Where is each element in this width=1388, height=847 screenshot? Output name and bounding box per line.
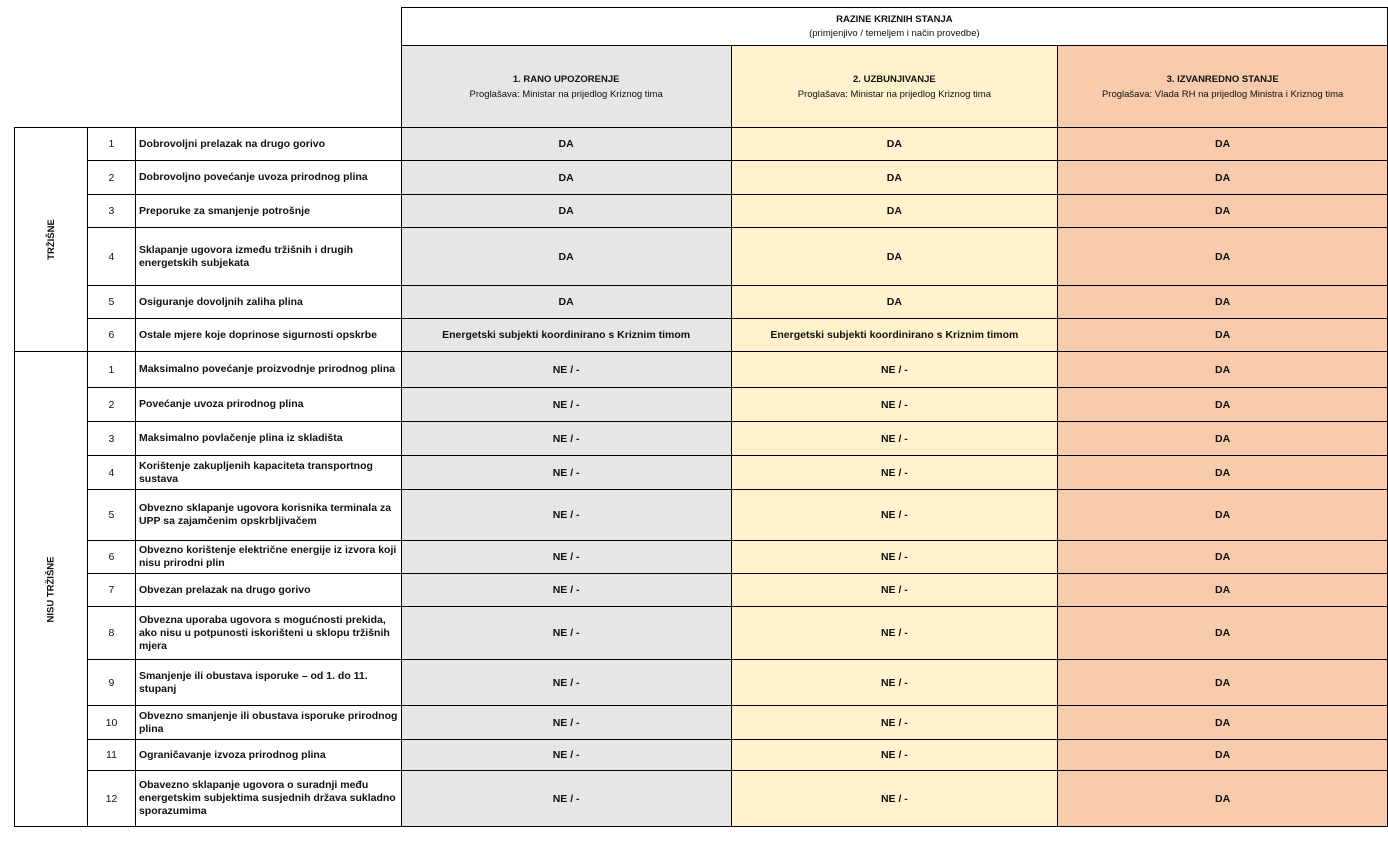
table-row [15, 422, 1388, 456]
level-2-value: NE / - [731, 574, 1058, 607]
row-number: 5 [87, 490, 135, 541]
level-header-2: 2. UZBUNJIVANJE Proglašava: Ministar na prijedlog Kriznog tima [731, 46, 1058, 128]
table-row [15, 195, 1388, 228]
level-1-value: NE / - [401, 740, 731, 771]
level-3-value: DA [1058, 490, 1388, 541]
level-2-value: DA [731, 161, 1058, 195]
measure-name: Maksimalno povlačenje plina iz skladišta [135, 422, 401, 456]
level-2-value: DA [731, 228, 1058, 286]
row-number: 7 [87, 574, 135, 607]
level-2-value: NE / - [731, 660, 1058, 706]
level-1-value: NE / - [401, 352, 731, 388]
level-3-value: DA [1058, 319, 1388, 352]
table-row [15, 541, 1388, 574]
level-1-value: DA [401, 161, 731, 195]
table-row [15, 128, 1388, 161]
measure-name: Obavezno sklapanje ugovora o suradnji među energetskim subjektima susjednih država sukladno sporazumima [135, 771, 401, 827]
level-2-value: NE / - [731, 456, 1058, 490]
table-row [15, 740, 1388, 771]
level-1-value: DA [401, 195, 731, 228]
level-1-value: NE / - [401, 706, 731, 740]
crisis-levels-table [14, 7, 1388, 827]
level-2-value: DA [731, 195, 1058, 228]
table-row [15, 319, 1388, 352]
measure-name: Osiguranje dovoljnih zaliha plina [135, 286, 401, 319]
group-label: TRŽIŠNE [15, 128, 88, 352]
table-row [15, 574, 1388, 607]
level-3-value: DA [1058, 771, 1388, 827]
table-row [15, 388, 1388, 422]
level-2-value: NE / - [731, 706, 1058, 740]
level-2-value: NE / - [731, 771, 1058, 827]
row-number: 2 [87, 388, 135, 422]
level-3-value: DA [1058, 128, 1388, 161]
level-3-value: DA [1058, 607, 1388, 660]
measure-name: Preporuke za smanjenje potrošnje [135, 195, 401, 228]
level-2-value: NE / - [731, 541, 1058, 574]
table-row [15, 456, 1388, 490]
row-number: 3 [87, 422, 135, 456]
level-1-value: Energetski subjekti koordinirano s Kriznim timom [401, 319, 731, 352]
row-number: 2 [87, 161, 135, 195]
row-number: 4 [87, 228, 135, 286]
table-row [15, 286, 1388, 319]
measure-name: Dobrovoljni prelazak na drugo gorivo [135, 128, 401, 161]
level-3-value: DA [1058, 422, 1388, 456]
row-number: 1 [87, 352, 135, 388]
row-number: 6 [87, 319, 135, 352]
level-1-value: NE / - [401, 422, 731, 456]
table-row [15, 228, 1388, 286]
level-1-value: DA [401, 286, 731, 319]
level-1-value: DA [401, 228, 731, 286]
row-number: 1 [87, 128, 135, 161]
measure-name: Korištenje zakupljenih kapaciteta transportnog sustava [135, 456, 401, 490]
row-number: 12 [87, 771, 135, 827]
level-3-value: DA [1058, 706, 1388, 740]
row-number: 3 [87, 195, 135, 228]
measure-name: Obvezna uporaba ugovora s mogućnosti prekida, ako nisu u potpunosti iskorišteni u sklopu tržišnih mjera [135, 607, 401, 660]
row-number: 8 [87, 607, 135, 660]
row-number: 6 [87, 541, 135, 574]
level-2-value: DA [731, 286, 1058, 319]
table-row [15, 161, 1388, 195]
table-row [15, 352, 1388, 388]
row-number: 4 [87, 456, 135, 490]
table-row [15, 490, 1388, 541]
level-1-value: NE / - [401, 388, 731, 422]
level-3-value: DA [1058, 740, 1388, 771]
level-3-value: DA [1058, 286, 1388, 319]
level-1-value: NE / - [401, 607, 731, 660]
level-1-value: NE / - [401, 456, 731, 490]
row-number: 9 [87, 660, 135, 706]
level-1-value: NE / - [401, 660, 731, 706]
measure-name: Dobrovoljno povećanje uvoza prirodnog plina [135, 161, 401, 195]
measure-name: Sklapanje ugovora između tržišnih i drugih energetskih subjekata [135, 228, 401, 286]
level-2-value: NE / - [731, 422, 1058, 456]
level-2-value: DA [731, 128, 1058, 161]
level-2-value: NE / - [731, 740, 1058, 771]
measure-name: Obvezan prelazak na drugo gorivo [135, 574, 401, 607]
row-number: 5 [87, 286, 135, 319]
measure-name: Povećanje uvoza prirodnog plina [135, 388, 401, 422]
table-row [15, 771, 1388, 827]
level-2-value: NE / - [731, 388, 1058, 422]
measure-name: Ograničavanje izvoza prirodnog plina [135, 740, 401, 771]
level-3-value: DA [1058, 456, 1388, 490]
level-header-3: 3. IZVANREDNO STANJE Proglašava: Vlada RH na prijedlog Ministra i Kriznog tima [1058, 46, 1388, 128]
row-number: 10 [87, 706, 135, 740]
level-3-value: DA [1058, 228, 1388, 286]
level-1-value: NE / - [401, 574, 731, 607]
measure-name: Obvezno sklapanje ugovora korisnika terminala za UPP sa zajamčenim opskrbljivačem [135, 490, 401, 541]
level-2-value: NE / - [731, 490, 1058, 541]
table-title: RAZINE KRIZNIH STANJA (primjenjivo / temeljem i način provedbe) [401, 8, 1387, 46]
measure-name: Obvezno smanjenje ili obustava isporuke prirodnog plina [135, 706, 401, 740]
level-3-value: DA [1058, 161, 1388, 195]
level-1-value: DA [401, 128, 731, 161]
table-row [15, 607, 1388, 660]
level-1-value: NE / - [401, 771, 731, 827]
level-1-value: NE / - [401, 490, 731, 541]
measure-name: Obvezno korištenje električne energije iz izvora koji nisu prirodni plin [135, 541, 401, 574]
measure-name: Ostale mjere koje doprinose sigurnosti opskrbe [135, 319, 401, 352]
level-3-value: DA [1058, 574, 1388, 607]
level-2-value: NE / - [731, 352, 1058, 388]
level-2-value: NE / - [731, 607, 1058, 660]
level-1-value: NE / - [401, 541, 731, 574]
level-header-1: 1. RANO UPOZORENJE Proglašava: Ministar na prijedlog Kriznog tima [401, 46, 731, 128]
level-3-value: DA [1058, 388, 1388, 422]
level-3-value: DA [1058, 541, 1388, 574]
measure-name: Smanjenje ili obustava isporuke – od 1. do 11. stupanj [135, 660, 401, 706]
level-3-value: DA [1058, 195, 1388, 228]
level-3-value: DA [1058, 352, 1388, 388]
group-label: NISU TRŽIŠNE [15, 352, 88, 827]
table-row [15, 660, 1388, 706]
level-3-value: DA [1058, 660, 1388, 706]
measure-name: Maksimalno povećanje proizvodnje prirodnog plina [135, 352, 401, 388]
table-row [15, 706, 1388, 740]
level-2-value: Energetski subjekti koordinirano s Kriznim timom [731, 319, 1058, 352]
row-number: 11 [87, 740, 135, 771]
